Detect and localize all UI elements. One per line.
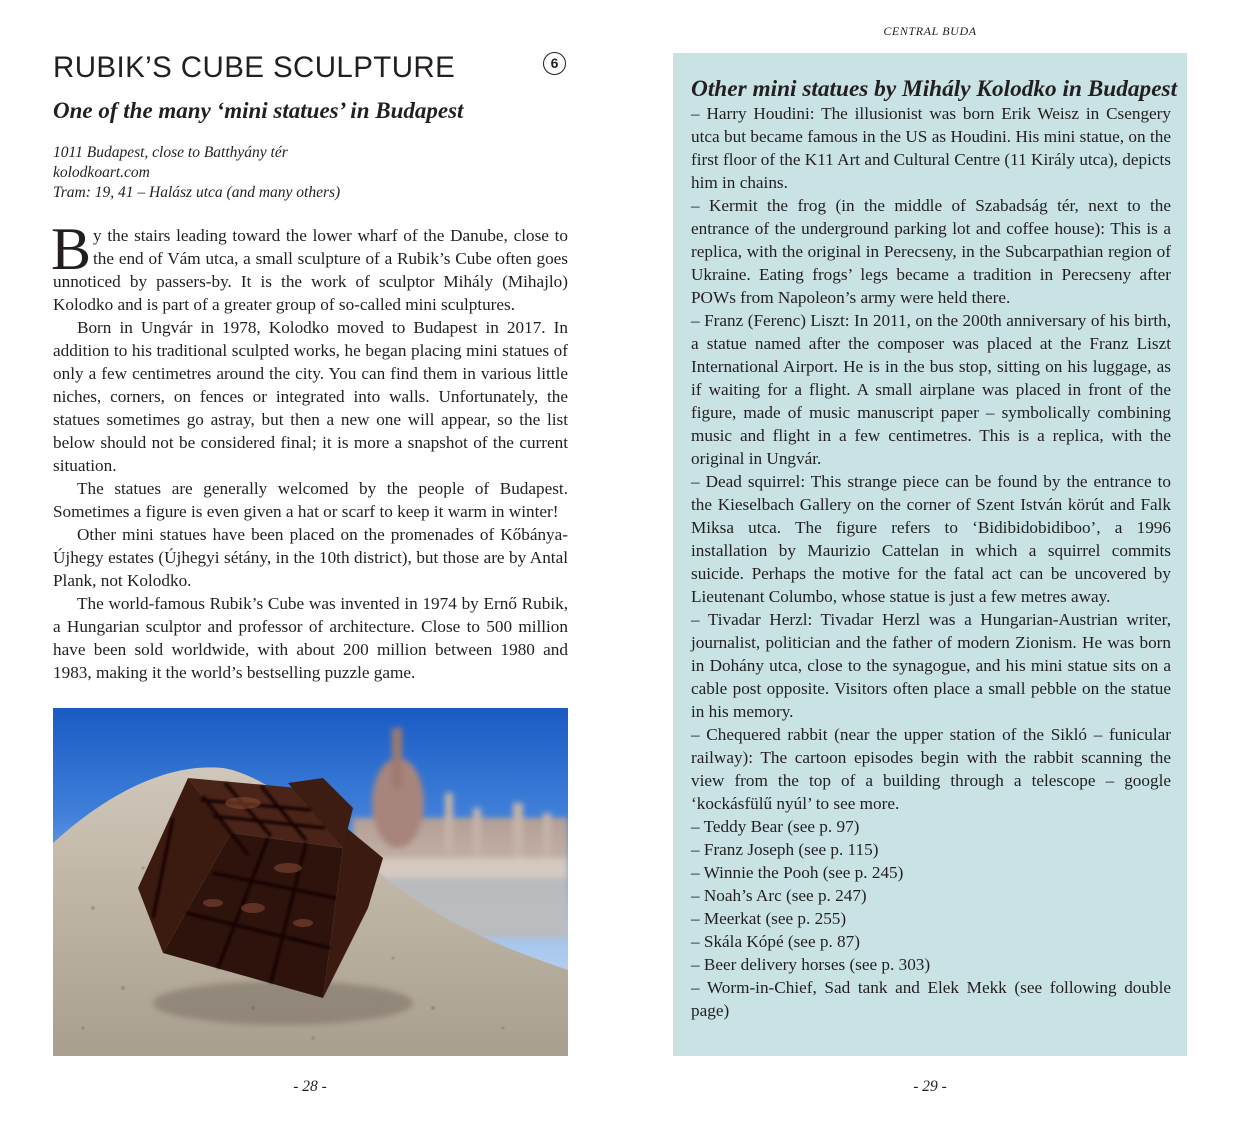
list-item: – Chequered rabbit (near the upper station of the Sikló – funicular railway): The cartoon episodes begin with the rabbit scanning the view from the top of a building through a telescope – google ‘kockásfülű nyúl’ to see more. bbox=[691, 725, 1171, 813]
right-page bbox=[620, 0, 1241, 1123]
page-subtitle: One of the many ‘mini statues’ in Budapest bbox=[53, 98, 464, 123]
left-page bbox=[0, 0, 620, 1123]
photo-illustration bbox=[53, 708, 568, 1056]
sidebar-box bbox=[673, 53, 1187, 1056]
list-item: – Meerkat (see p. 255) bbox=[691, 909, 847, 928]
list-item: – Beer delivery horses (see p. 303) bbox=[691, 955, 931, 974]
box-heading: Other mini statues by Mihály Kolodko in Budapest bbox=[691, 76, 1178, 102]
list-item: – Harry Houdini: The illusionist was born Erik Weisz in Csengery utca but became famous in the US as Houdini. His mini statue, on the first floor of the K11 Art and Cultural Centre (11 Király utca), depicts him in chains. bbox=[691, 104, 1171, 192]
rubiks-cube-photo bbox=[53, 708, 568, 1056]
running-head: CENTRAL BUDA bbox=[883, 24, 977, 38]
page-number-right: - 29 - bbox=[913, 1078, 947, 1095]
list-item: – Tivadar Herzl: Tivadar Herzl was a Hungarian-Austrian writer, journalist, politician and the father of modern Zionism. He was born in Dohány utca, close to the synagogue, and his mini statue sits on a cable post opposite. Visitors often place a small pebble on the statue in his memory. bbox=[691, 610, 1171, 721]
practical-info bbox=[53, 143, 573, 203]
page-number-left: - 28 - bbox=[293, 1078, 327, 1095]
paragraph-4: Other mini statues have been placed on the promenades of Kőbánya-Újhegy estates (Újhegyi sétány, in the 10th district), but those are by Antal Plank, not Kolodko. bbox=[53, 525, 568, 590]
list-item: – Kermit the frog (in the middle of Szabadság tér, next to the entrance of the underground parking lot and coffee house): This is a replica, with the original in Perecseny, in the Subcarpathian region of Ukraine. Eating frogs’ legs became a tradition in Perecseny after POWs from Napoleon’s army were held there. bbox=[691, 196, 1171, 307]
list-item: – Teddy Bear (see p. 97) bbox=[691, 817, 860, 836]
paragraph-1 bbox=[51, 216, 568, 316]
site-number-badge: 6 bbox=[543, 52, 566, 75]
transport-line: Tram: 19, 41 – Halász utca (and many others) bbox=[53, 184, 341, 201]
list-item: – Winnie the Pooh (see p. 245) bbox=[691, 863, 904, 882]
list-item: – Worm-in-Chief, Sad tank and Elek Mekk (see following double page) bbox=[691, 978, 1171, 1020]
list-item: – Skála Kópé (see p. 87) bbox=[691, 932, 860, 951]
statue-list bbox=[691, 102, 1171, 1022]
list-item: – Noah’s Arc (see p. 247) bbox=[691, 886, 867, 905]
page-title: RUBIK’S CUBE SCULPTURE bbox=[53, 51, 456, 84]
address-line: 1011 Budapest, close to Batthyány tér bbox=[53, 144, 288, 161]
paragraph-2: Born in Ungvár in 1978, Kolodko moved to Budapest in 2017. In addition to his traditional sculpted works, he began placing mini statues of only a few centimetres around the city. You can find them in various little niches, corners, on fences or integrated into walls. Unfortunately, the statues sometimes go astray, but then a new one will appear, so the list below should not be considered final; it is more a snapshot of the current situation. bbox=[53, 318, 568, 475]
paragraph-3: The statues are generally welcomed by the people of Budapest. Sometimes a figure is even given a hat or scarf to keep it warm in winter! bbox=[53, 479, 568, 521]
article-body bbox=[51, 216, 568, 684]
paragraph-5: The world-famous Rubik’s Cube was invented in 1974 by Ernő Rubik, a Hungarian sculptor and professor of architecture. Close to 500 million have been sold worldwide, with about 200 million between 1980 and 1983, making it the world’s bestselling puzzle game. bbox=[53, 594, 568, 682]
list-item: – Franz Joseph (see p. 115) bbox=[691, 840, 879, 859]
list-item: – Franz (Ferenc) Liszt: In 2011, on the 200th anniversary of his birth, a statue named after the composer was placed at the Franz Liszt International Airport. He is in the bus stop, sitting on his luggage, as if waiting for a flight. A small airplane was placed in front of the figure, made of music manuscript paper – symbolically combining music and flight in a few centimetres. This is a replica, with the original in Ungvár. bbox=[691, 311, 1171, 468]
website-line: kolodkoart.com bbox=[53, 164, 150, 181]
list-item: – Dead squirrel: This strange piece can be found by the entrance to the Kieselbach Gallery on the corner of Szent István körút and Falk Miksa utca. The figure refers to ‘Bidibidobidiboo’, a 1996 installation by Maurizio Cattelan in which a squirrel commits suicide. Perhaps the motive for the fatal act can be uncovered by Lieutenant Columbo, whose statue is just a few metres away. bbox=[691, 472, 1171, 606]
drop-cap: B bbox=[51, 216, 92, 282]
paragraph-1-text: y the stairs leading toward the lower wharf of the Danube, close to the end of Vám utca, a small sculpture of a Rubik’s Cube often goes unnoticed by passers-by. It is the work of sculptor Mihály (Mihajlo) Kolodko and is part of a greater group of so-called mini sculptures. bbox=[53, 226, 568, 314]
